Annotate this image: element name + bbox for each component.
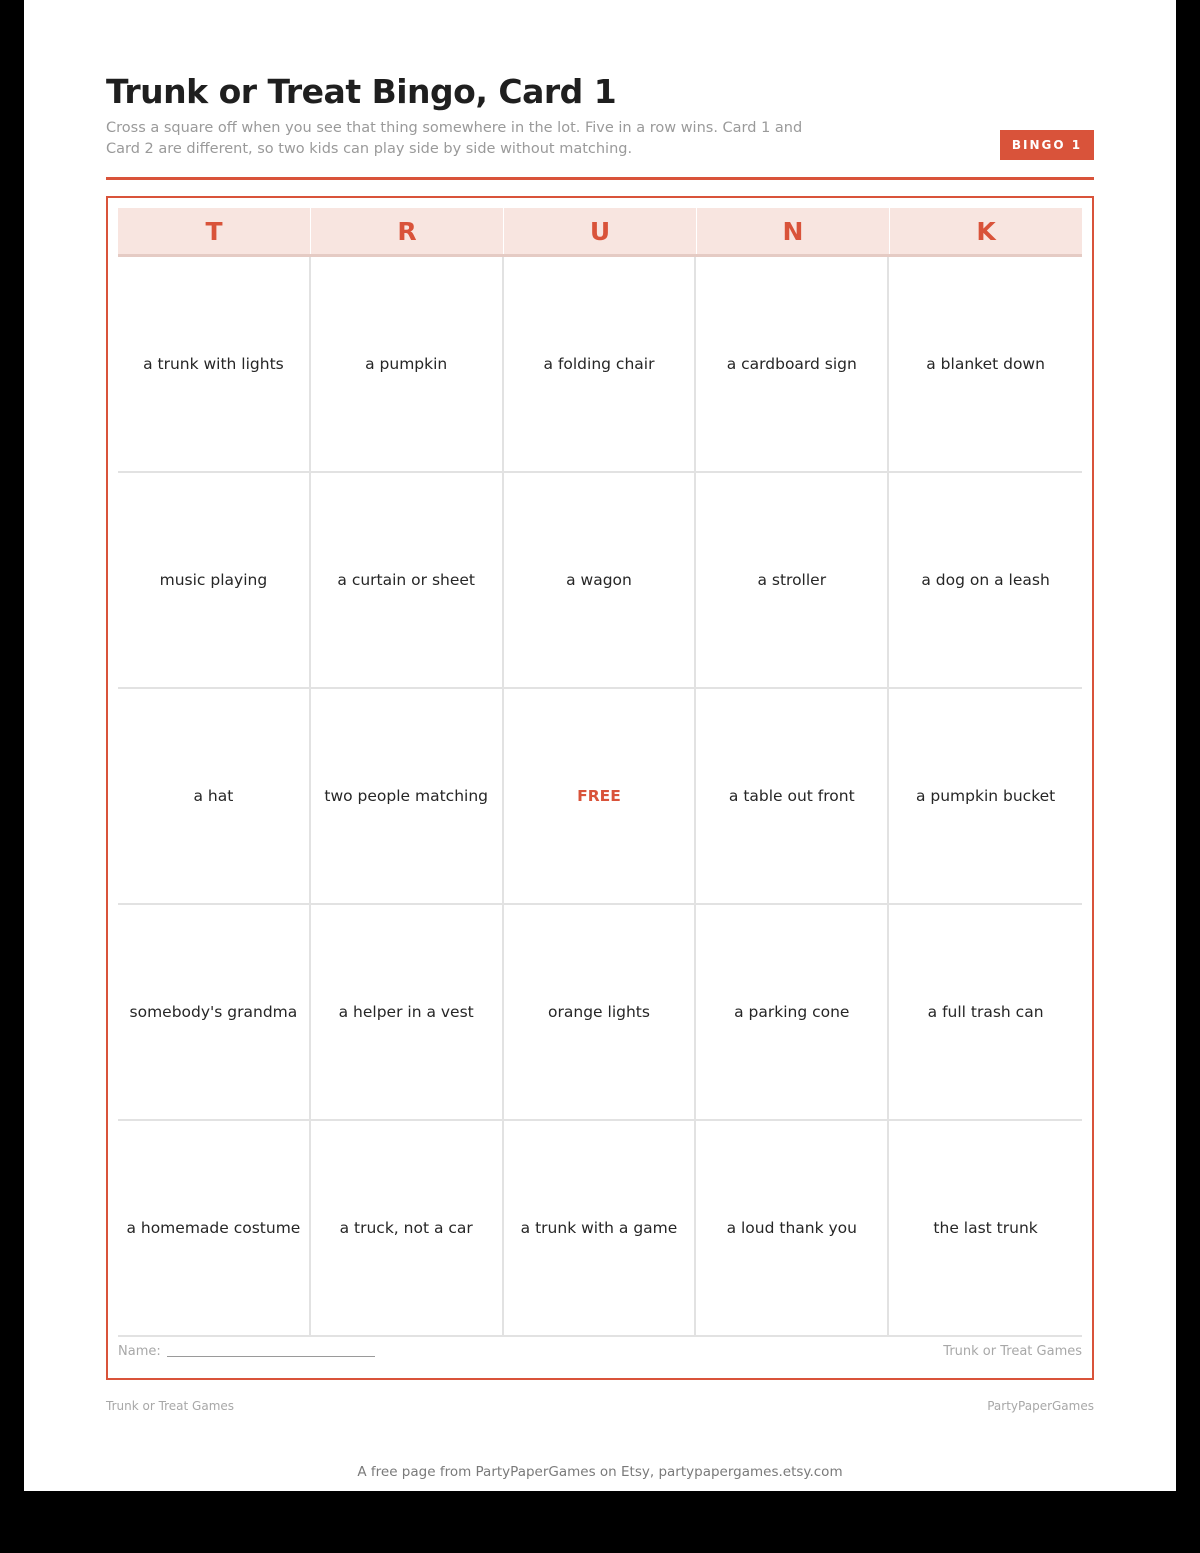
column-header-k: K (976, 216, 996, 246)
bingo-square[interactable]: a folding chair (504, 257, 697, 473)
column-header-u: U (504, 208, 697, 254)
bingo-square[interactable]: a wagon (504, 473, 697, 689)
name-field[interactable] (118, 1344, 375, 1359)
bingo-square[interactable]: a truck, not a car (311, 1121, 504, 1337)
bingo-square[interactable]: a blanket down (889, 257, 1082, 473)
bingo-square[interactable]: a full trash can (889, 905, 1082, 1121)
title-divider (106, 177, 1094, 180)
bingo-square[interactable]: a cardboard sign (696, 257, 889, 473)
bingo-square[interactable]: a pumpkin (311, 257, 504, 473)
name-label: Name: (118, 1344, 161, 1359)
bingo-square[interactable]: music playing (118, 473, 311, 689)
bingo-page (24, 0, 1176, 1491)
bingo-square[interactable]: a hat (118, 689, 311, 905)
bingo-square[interactable]: a table out front (696, 689, 889, 905)
bingo-square[interactable]: a trunk with a game (504, 1121, 697, 1337)
bingo-square[interactable]: a loud thank you (696, 1121, 889, 1337)
free-square[interactable]: FREE (504, 689, 697, 905)
bingo-square[interactable]: a homemade costume (118, 1121, 311, 1337)
name-blank-line (167, 1356, 375, 1357)
bingo-square[interactable]: a stroller (696, 473, 889, 689)
page-footer-right: PartyPaperGames (987, 1399, 1094, 1413)
bingo-square[interactable]: a dog on a leash (889, 473, 1082, 689)
bingo-square[interactable]: a curtain or sheet (311, 473, 504, 689)
bingo-square[interactable]: a parking cone (696, 905, 889, 1121)
bingo-square[interactable]: a pumpkin bucket (889, 689, 1082, 905)
card-footer-brand: Trunk or Treat Games (943, 1344, 1082, 1359)
bingo-card (106, 196, 1094, 1380)
bingo-square[interactable]: orange lights (504, 905, 697, 1121)
bingo-square[interactable]: two people matching (311, 689, 504, 905)
bingo-square[interactable]: the last trunk (889, 1121, 1082, 1337)
credit-line: A free page from PartyPaperGames on Etsy, partypapergames.etsy.com (357, 1464, 843, 1480)
instructions-text: Cross a square off when you see that thing somewhere in the lot. Five in a row wins. Card 1 and Card 2 are different, so two kids can play side by side without matching. (106, 120, 803, 157)
bingo-header-row (118, 208, 1082, 257)
bingo-square[interactable]: somebody's grandma (118, 905, 311, 1121)
card-badge: BINGO 1 (1000, 130, 1094, 160)
column-header-t: T (118, 208, 311, 254)
bingo-square[interactable]: a trunk with lights (118, 257, 311, 473)
column-header-r: R (311, 208, 504, 254)
page-footer-left: Trunk or Treat Games (106, 1399, 235, 1413)
bingo-square[interactable]: a helper in a vest (311, 905, 504, 1121)
bingo-grid (118, 257, 1082, 1337)
page-title: Trunk or Treat Bingo, Card 1 (106, 72, 617, 111)
column-header-n: N (697, 208, 890, 254)
